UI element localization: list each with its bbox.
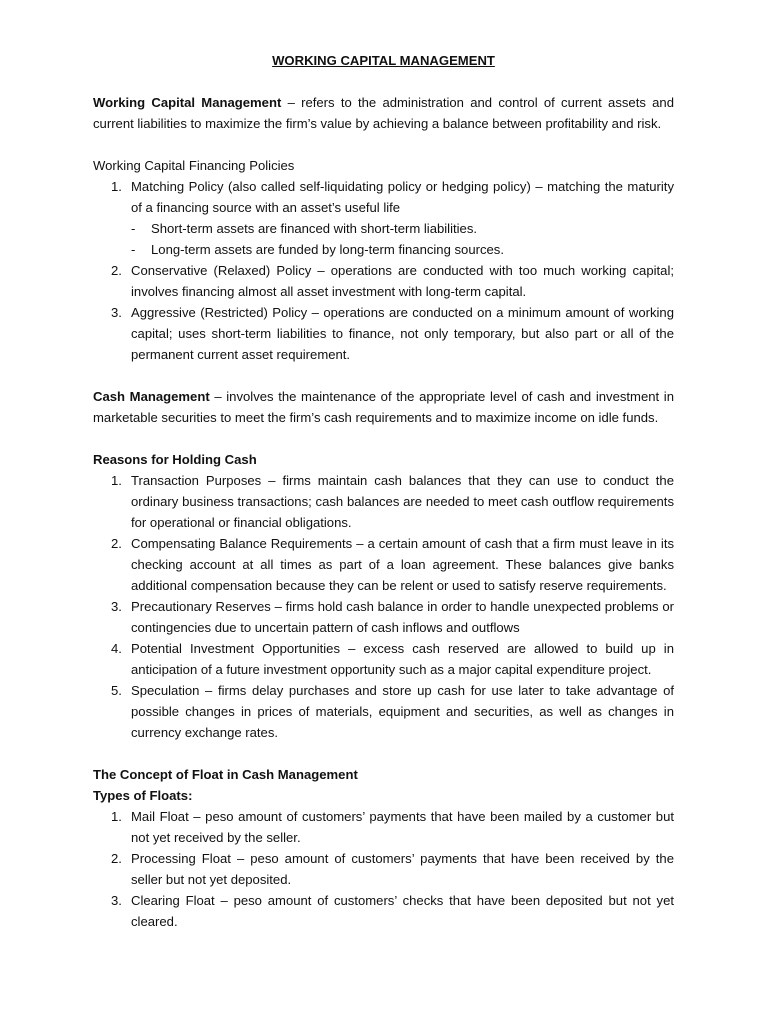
float-types-heading <box>93 785 674 806</box>
list-item-text: Aggressive (Restricted) Policy – operations are conducted on a minimum amount of working capital; uses short-term liabilities to finance, not only temporary, but also part or all of the permanent current asset requirement. <box>131 305 674 362</box>
list-item-text: Mail Float – peso amount of customers’ payments that have been mailed by a customer but not yet received by the seller. <box>131 809 674 845</box>
list-item <box>93 302 674 365</box>
spacer <box>93 743 674 764</box>
wcm-term: Working Capital Management <box>93 95 282 110</box>
sub-list <box>131 218 674 260</box>
list-number: 2. <box>111 536 122 551</box>
list-item-text: Potential Investment Opportunities – excess cash reserved are allowed to build up in anticipation of a future investment opportunity such as a major capital expenditure project. <box>131 641 674 677</box>
list-item-text: Compensating Balance Requirements – a certain amount of cash that a firm must leave in its checking account at all times as part of a loan agreement. These balances give banks additional compensation because they can be relent or used to satisfy reserve requirements. <box>131 536 674 593</box>
reasons-heading <box>93 449 674 470</box>
list-item <box>93 596 674 638</box>
cash-definition: – involves the maintenance of the appropriate level of cash and investment in marketable securities to meet the firm’s cash requirements and to maximize income on idle funds. <box>93 389 674 425</box>
cash-term: Cash Management <box>93 389 210 404</box>
sub-list-item-text: Long-term assets are funded by long-term financing sources. <box>151 242 504 257</box>
list-number: 1. <box>111 179 122 194</box>
dash-marker: - <box>131 221 136 236</box>
list-number: 2. <box>111 851 122 866</box>
wcm-definition-paragraph <box>93 92 674 134</box>
spacer <box>93 134 674 155</box>
list-item-text: Conservative (Relaxed) Policy – operations are conducted with too much working capital; involves financing almost all asset investment with long-term capital. <box>131 263 674 299</box>
financing-heading: Working Capital Financing Policies <box>93 158 295 173</box>
financing-policies-list <box>93 176 674 365</box>
list-number: 2. <box>111 263 122 278</box>
float-heading <box>93 764 674 785</box>
wcm-definition: – refers to the administration and control of current assets and current liabilities to maximize the firm’s value by achieving a balance between profitability and risk. <box>93 95 674 131</box>
list-item-text: Transaction Purposes – firms maintain cash balances that they can use to conduct the ordinary business transactions; cash balances are needed to meet cash outflow requirements for operational or financial obligations. <box>131 473 674 530</box>
spacer <box>93 428 674 449</box>
list-item-text: Precautionary Reserves – firms hold cash balance in order to handle unexpected problems or contingencies due to uncertain pattern of cash inflows and outflows <box>131 599 674 635</box>
list-number: 3. <box>111 893 122 908</box>
dash-marker: - <box>131 242 136 257</box>
list-item-text: Clearing Float – peso amount of customers’ checks that have been deposited but not yet cleared. <box>131 893 674 929</box>
list-item <box>93 848 674 890</box>
spacer <box>93 365 674 386</box>
float-types-heading-text: Types of Floats: <box>93 788 193 803</box>
reasons-heading-text: Reasons for Holding Cash <box>93 452 257 467</box>
list-number: 5. <box>111 683 122 698</box>
sub-list-item-text: Short-term assets are financed with short-term liabilities. <box>151 221 478 236</box>
float-heading-text: The Concept of Float in Cash Management <box>93 767 358 782</box>
page-title: WORKING CAPITAL MANAGEMENT <box>272 53 495 68</box>
reasons-list <box>93 470 674 743</box>
floats-list <box>93 806 674 932</box>
list-number: 4. <box>111 641 122 656</box>
list-item <box>93 533 674 596</box>
list-number: 3. <box>111 599 122 614</box>
cash-definition-paragraph <box>93 386 674 428</box>
list-item <box>93 176 674 260</box>
list-item <box>93 680 674 743</box>
list-item-text: Matching Policy (also called self-liquidating policy or hedging policy) – matching the maturity of a financing source with an asset’s useful life <box>131 179 674 215</box>
list-item <box>93 890 674 932</box>
list-item-text: Speculation – firms delay purchases and store up cash for use later to take advantage of possible changes in prices of materials, equipment and securities, as well as changes in currency exchange rates. <box>131 683 674 740</box>
list-number: 1. <box>111 809 122 824</box>
list-item-text: Processing Float – peso amount of customers’ payments that have been received by the seller but not yet deposited. <box>131 851 674 887</box>
list-number: 3. <box>111 305 122 320</box>
list-item <box>93 638 674 680</box>
list-number: 1. <box>111 473 122 488</box>
list-item <box>93 260 674 302</box>
list-item <box>93 806 674 848</box>
sub-list-item <box>131 239 674 260</box>
list-item <box>93 470 674 533</box>
sub-list-item <box>131 218 674 239</box>
